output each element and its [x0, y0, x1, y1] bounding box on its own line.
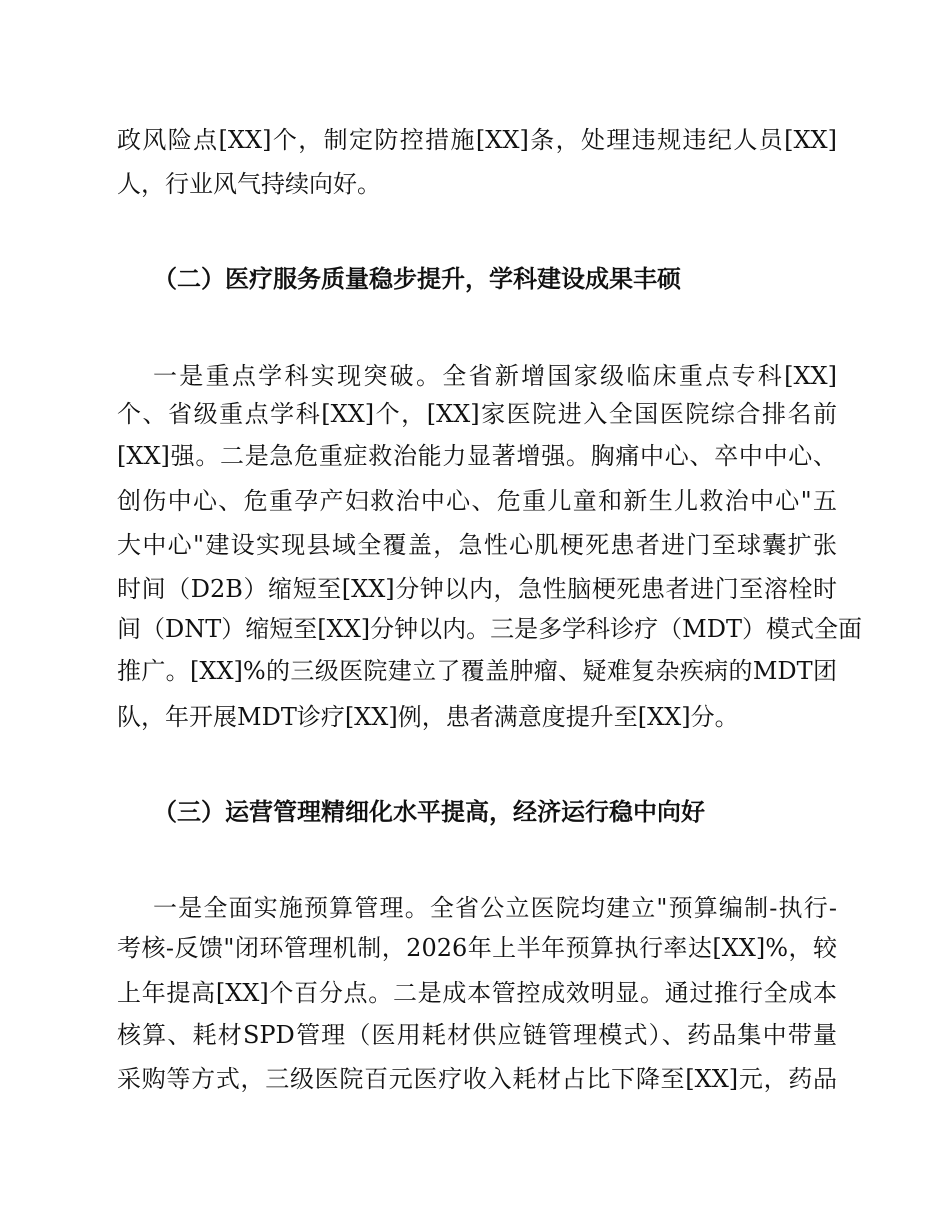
text-line: 核算、耗材SPD管理（医用耗材供应链管理模式）、药品集中带量: [117, 1021, 837, 1049]
text-line: 推广。[XX]%的三级医院建立了覆盖肿瘤、疑难复杂疾病的MDT团: [117, 657, 837, 685]
text-line: 考核-反馈"闭环管理机制，2026年上半年预算执行率达[XX]%，较: [117, 934, 837, 962]
text-line: 大中心"建设实现县域全覆盖，急性心肌梗死患者进门至球囊扩张: [117, 531, 837, 559]
text-line: 创伤中心、危重孕产妇救治中心、危重儿童和新生儿救治中心"五: [117, 487, 837, 515]
text-line: 间（DNT）缩短至[XX]分钟以内。三是多学科诊疗（MDT）模式全面: [117, 615, 862, 643]
section-heading-3: （三）运营管理精细化水平提高，经济运行稳中向好: [153, 797, 705, 826]
text-line: 一是重点学科实现突破。全省新增国家级临床重点专科[XX]: [153, 362, 837, 390]
text-line: 政风险点[XX]个，制定防控措施[XX]条，处理违规违纪人员[XX]: [117, 126, 837, 154]
text-line: 上年提高[XX]个百分点。二是成本管控成效明显。通过推行全成本: [117, 979, 837, 1007]
text-line: 一是全面实施预算管理。全省公立医院均建立"预算编制-执行-: [153, 894, 837, 922]
text-line: 个、省级重点学科[XX]个，[XX]家医院进入全国医院综合排名前: [117, 400, 837, 428]
text-line: 采购等方式，三级医院百元医疗收入耗材占比下降至[XX]元，药品: [117, 1065, 837, 1093]
text-line: [XX]强。二是急危重症救治能力显著增强。胸痛中心、卒中中心、: [117, 442, 837, 470]
text-line: 队，年开展MDT诊疗[XX]例，患者满意度提升至[XX]分。: [117, 703, 739, 731]
text-line: 人，行业风气持续向好。: [117, 170, 381, 198]
section-heading-2: （二）医疗服务质量稳步提升，学科建设成果丰硕: [153, 264, 681, 293]
text-line: 时间（D2B）缩短至[XX]分钟以内，急性脑梗死患者进门至溶栓时: [117, 575, 837, 603]
